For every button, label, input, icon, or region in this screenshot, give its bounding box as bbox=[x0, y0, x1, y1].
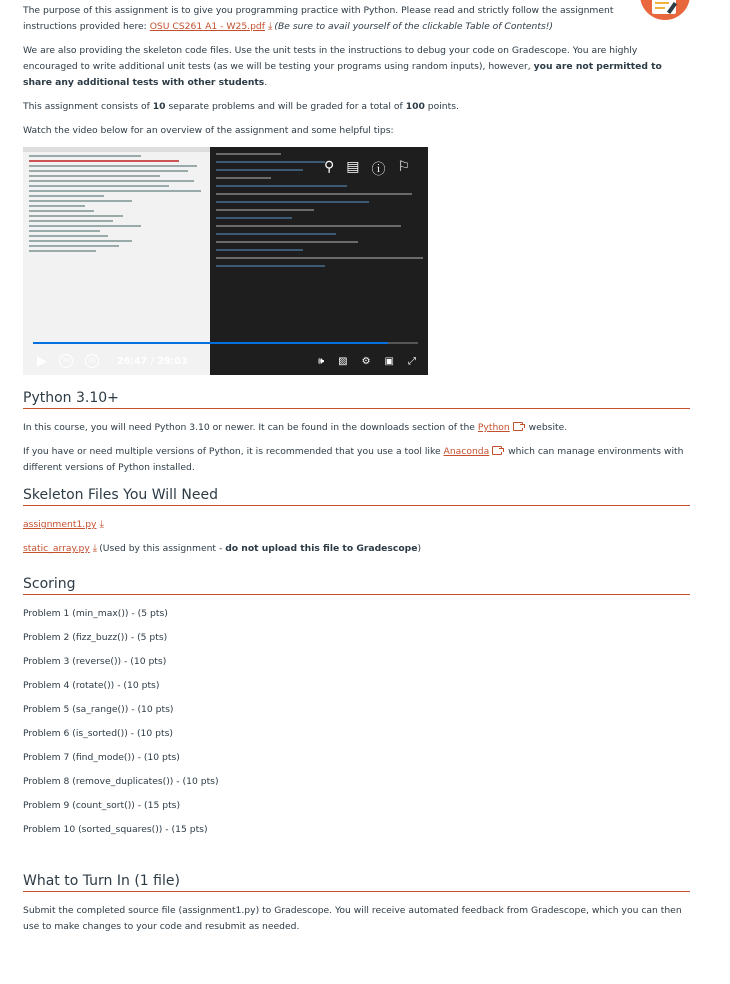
points-total: 100 bbox=[405, 101, 425, 112]
static-array-file-link[interactable]: static_array.py bbox=[23, 543, 90, 554]
intro-paragraph-3 bbox=[23, 99, 459, 115]
turnin-paragraph: Submit the completed source file (assignment1.py) to Gradescope. You will receive automated feedback from Gradescope, which you can then use to make changes to your code and resubmit as needed. bbox=[23, 905, 682, 932]
play-icon[interactable]: ▶ bbox=[37, 353, 47, 369]
python-paragraph-1 bbox=[23, 420, 690, 436]
score-item: Problem 1 (min_max()) - (5 pts) bbox=[23, 608, 168, 619]
score-item: Problem 2 (fizz_buzz()) - (5 pts) bbox=[23, 632, 168, 643]
p3-text-d: points. bbox=[424, 101, 459, 112]
intro-paragraph-4: Watch the video below for an overview of the assignment and some helpful tips: bbox=[23, 125, 394, 136]
score-item: Problem 10 (sorted_squares()) - (15 pts) bbox=[23, 824, 208, 835]
problem-count: 10 bbox=[152, 101, 166, 112]
scoring-list bbox=[23, 602, 219, 842]
python-paragraph-2 bbox=[23, 444, 690, 476]
volume-icon[interactable]: 🕪 bbox=[317, 355, 325, 367]
file2-note-c: ) bbox=[417, 543, 422, 554]
skip-back-icon[interactable]: 10 bbox=[59, 354, 73, 368]
intro-p2-text: We are also providing the skeleton code files. Use the unit tests in the instructions to debug your code on Gradescope. You are highly encouraged to write additional unit tests (as we will be testing your programs using random inputs), however, bbox=[23, 45, 638, 72]
video-frame-document bbox=[23, 147, 210, 375]
python-link[interactable]: Python bbox=[477, 422, 510, 433]
score-item: Problem 7 (find_mode()) - (10 pts) bbox=[23, 752, 180, 763]
captions-icon[interactable]: ▤ bbox=[346, 159, 360, 175]
assignment1-file-link[interactable]: assignment1.py bbox=[23, 519, 97, 530]
intro-p2-bold: you are not permitted to share any additional tests with other students bbox=[23, 61, 662, 88]
python-p1-b: website. bbox=[525, 422, 568, 433]
p3-text-c: separate problems and will be graded for a total of bbox=[165, 101, 406, 112]
p3-text-a: This assignment consists of bbox=[23, 101, 153, 112]
score-item: Problem 4 (rotate()) - (10 pts) bbox=[23, 680, 160, 691]
skeleton-heading: Skeleton Files You Will Need bbox=[23, 487, 690, 506]
turnin-heading: What to Turn In (1 file) bbox=[23, 873, 690, 892]
score-item: Problem 5 (sa_range()) - (10 pts) bbox=[23, 704, 174, 715]
video-top-controls bbox=[324, 159, 410, 179]
toc-note: (Be sure to avail yourself of the clickable Table of Contents!) bbox=[274, 21, 554, 32]
download-icon[interactable]: ⤓ bbox=[92, 543, 98, 554]
python-p2-a: If you have or need multiple versions of Python, it is recommended that you use a tool like bbox=[23, 446, 444, 457]
fullscreen-icon[interactable]: ⤢ bbox=[408, 355, 416, 367]
picture-in-picture-icon[interactable]: ▣ bbox=[384, 355, 394, 367]
video-player[interactable] bbox=[23, 147, 428, 375]
scoring-heading: Scoring bbox=[23, 576, 690, 595]
skeleton-file-1 bbox=[23, 517, 106, 533]
anaconda-link[interactable]: Anaconda bbox=[443, 446, 490, 457]
download-icon[interactable]: ⤓ bbox=[268, 21, 273, 32]
intro-text: The purpose of this assignment is to give you programming practice with Python. Please read and strictly follow the assignment instructions provided here: bbox=[23, 5, 614, 32]
settings-icon[interactable]: ⚙ bbox=[361, 355, 371, 367]
video-timestamp: 26:47 / 29:03 bbox=[117, 355, 188, 367]
video-progress-bar[interactable] bbox=[33, 342, 418, 344]
assignment-logo-icon bbox=[640, 0, 690, 20]
external-link-icon bbox=[492, 446, 502, 455]
video-controls bbox=[37, 353, 416, 369]
intro-paragraph-2 bbox=[23, 43, 683, 91]
file2-note-bold: do not upload this file to Gradescope bbox=[225, 543, 418, 554]
python-heading: Python 3.10+ bbox=[23, 390, 690, 409]
info-icon[interactable]: ⓘ bbox=[371, 162, 386, 178]
intro-paragraph-1 bbox=[23, 3, 633, 35]
python-p1-a: In this course, you will need Python 3.10 or newer. It can be found in the downloads section of the bbox=[23, 422, 478, 433]
flag-icon[interactable]: ⚐ bbox=[397, 159, 410, 175]
score-item: Problem 3 (reverse()) - (10 pts) bbox=[23, 656, 167, 667]
skeleton-file-2 bbox=[23, 541, 421, 557]
score-item: Problem 9 (count_sort()) - (15 pts) bbox=[23, 800, 181, 811]
score-item: Problem 8 (remove_duplicates()) - (10 pts) bbox=[23, 776, 219, 787]
score-item: Problem 6 (is_sorted()) - (10 pts) bbox=[23, 728, 173, 739]
intro-p2-end: . bbox=[264, 77, 268, 88]
download-icon[interactable]: ⤓ bbox=[99, 519, 104, 530]
external-link-icon bbox=[513, 422, 523, 431]
instructions-pdf-link[interactable]: OSU CS261 A1 - W25.pdf bbox=[149, 21, 265, 32]
search-icon[interactable]: ⚲ bbox=[323, 159, 335, 175]
file2-note-a: (Used by this assignment - bbox=[99, 543, 226, 554]
transcript-icon[interactable]: ▨ bbox=[338, 355, 348, 367]
python-p2-b: which can manage environments with different versions of Python installed. bbox=[23, 446, 684, 473]
skip-forward-icon[interactable]: 10 bbox=[85, 354, 99, 368]
video-frame-code-editor bbox=[210, 147, 428, 375]
video-progress-fill bbox=[33, 342, 388, 344]
